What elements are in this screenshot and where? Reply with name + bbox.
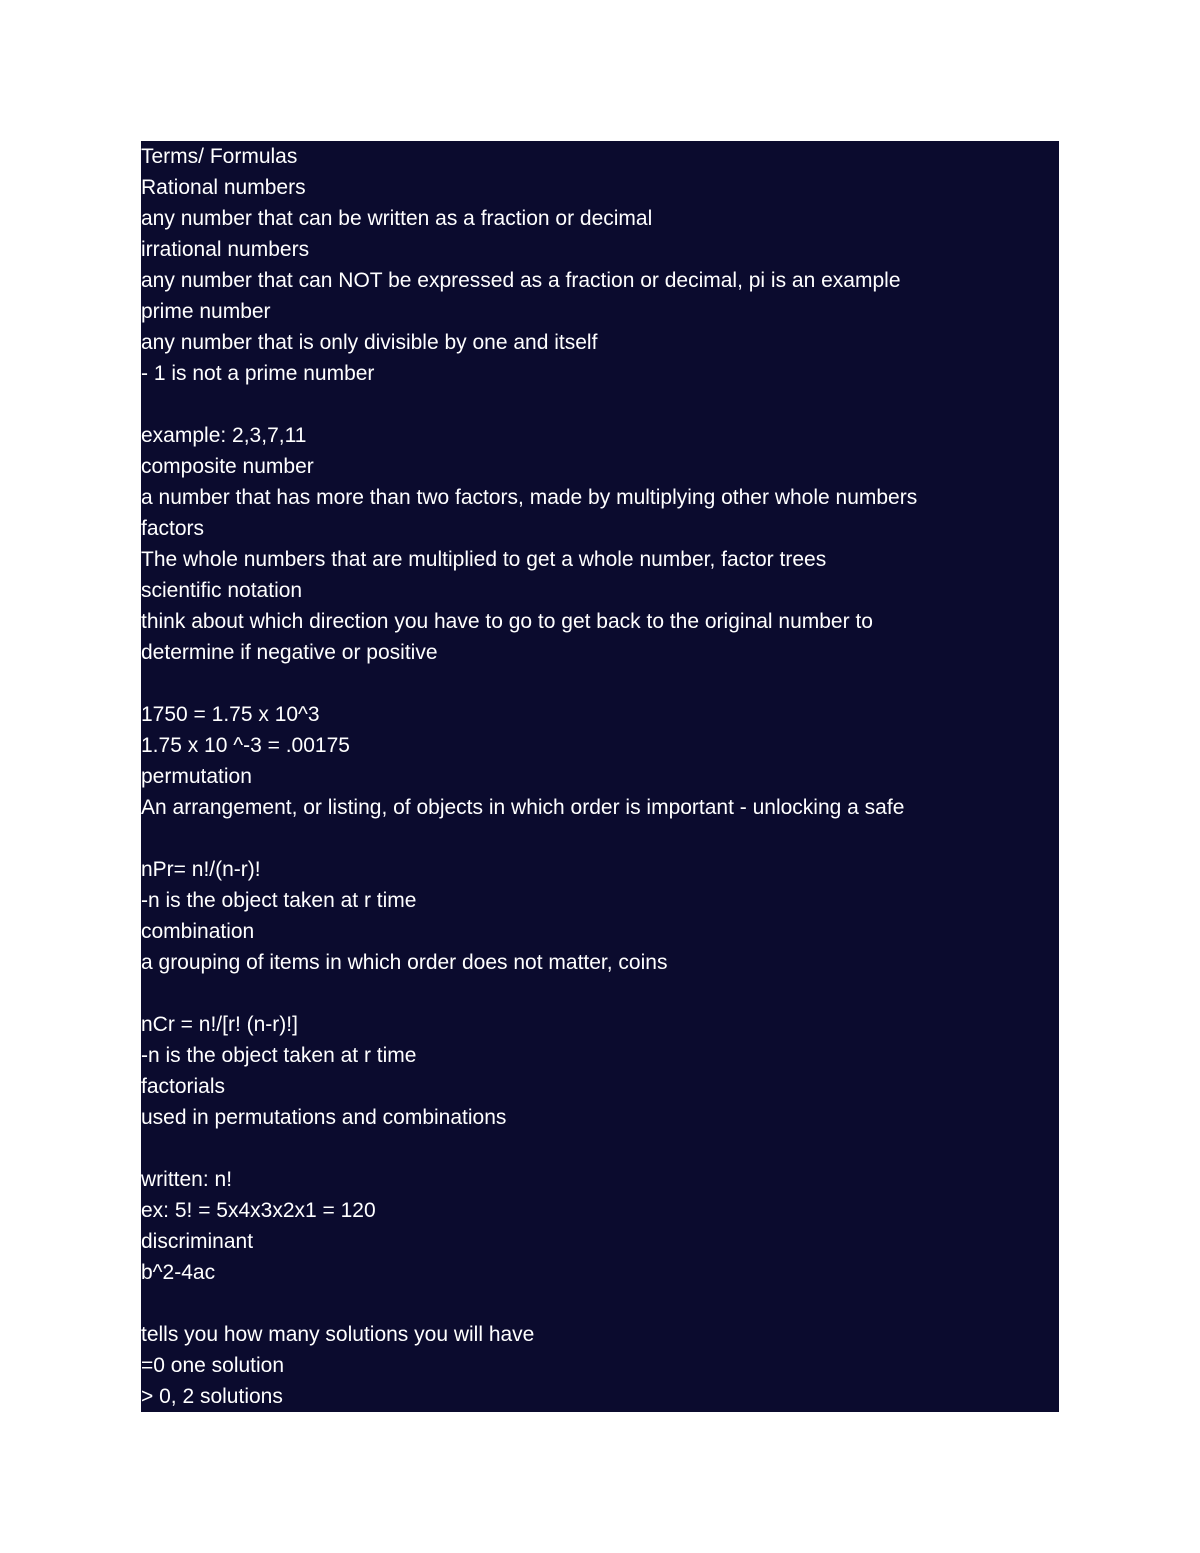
text-line: scientific notation	[141, 579, 303, 602]
text-line: any number that can be written as a fraction or decimal	[141, 207, 653, 230]
blank-line	[141, 978, 1059, 1009]
text-line: nPr= n!/(n-r)!	[141, 858, 261, 881]
text-line: factors	[141, 517, 205, 540]
text-line: tells you how many solutions you will have	[141, 1323, 535, 1346]
blank-line	[141, 1133, 1059, 1164]
blank-line	[141, 823, 1059, 854]
text-line: irrational numbers	[141, 238, 310, 261]
text-line: The whole numbers that are multiplied to get a whole number, factor trees	[141, 548, 827, 571]
text-line: combination	[141, 920, 255, 943]
blank-line	[141, 1288, 1059, 1319]
text-line: factorials	[141, 1075, 226, 1098]
text-line: determine if negative or positive	[141, 641, 438, 664]
text-line: Rational numbers	[141, 176, 306, 199]
text-line: Terms/ Formulas	[141, 145, 298, 168]
text-line: think about which direction you have to go to get back to the original number to	[141, 610, 873, 633]
text-line: ex: 5! = 5x4x3x2x1 = 120	[141, 1199, 376, 1222]
flashcard-text-block	[141, 141, 1059, 1412]
text-line: -n is the object taken at r time	[141, 889, 417, 912]
text-line: written: n!	[141, 1168, 233, 1191]
text-line: nCr = n!/[r! (n-r)!]	[141, 1013, 298, 1036]
text-line: a number that has more than two factors, made by multiplying other whole numbers	[141, 486, 918, 509]
text-line: An arrangement, or listing, of objects in which order is important - unlocking a safe	[141, 796, 905, 819]
text-line: 1750 = 1.75 x 10^3	[141, 703, 320, 726]
text-line: any number that can NOT be expressed as a fraction or decimal, pi is an example	[141, 269, 901, 292]
text-line: a grouping of items in which order does not matter, coins	[141, 951, 668, 974]
text-line: b^2-4ac	[141, 1261, 216, 1284]
blank-line	[141, 389, 1059, 420]
text-line: > 0, 2 solutions	[141, 1385, 283, 1408]
text-line: permutation	[141, 765, 252, 788]
text-line: =0 one solution	[141, 1354, 285, 1377]
text-line: prime number	[141, 300, 271, 323]
text-line: - 1 is not a prime number	[141, 362, 375, 385]
blank-line	[141, 668, 1059, 699]
text-line: -n is the object taken at r time	[141, 1044, 417, 1067]
text-line: 1.75 x 10 ^-3 = .00175	[141, 734, 350, 757]
text-line: used in permutations and combinations	[141, 1106, 507, 1129]
text-line: any number that is only divisible by one and itself	[141, 331, 598, 354]
text-line: example: 2,3,7,11	[141, 424, 307, 447]
text-line: discriminant	[141, 1230, 254, 1253]
text-line: composite number	[141, 455, 314, 478]
